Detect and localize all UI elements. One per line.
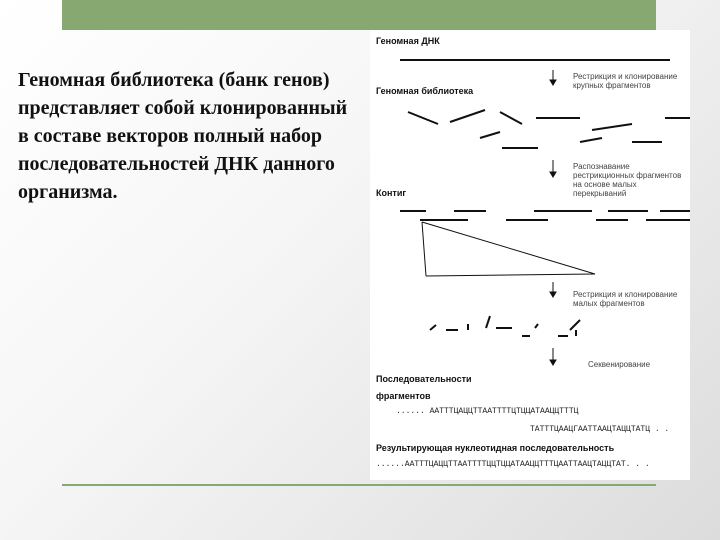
note-restriction-cloning-large: Рестрикция и клонирование крупных фрагментов	[573, 72, 678, 90]
sequence-line-3: ......AATTTЦAЦЦTTAATTTTЦЦTЦЦATAAЦЦTTTЦAATTAAЦTAЦЦTAT. . .	[376, 460, 650, 469]
note-restriction-cloning-small: Рестрикция и клонирование малых фрагментов	[573, 290, 678, 308]
arrow-4	[550, 348, 556, 365]
note-overlap-recognition: Распознавание рестрикционных фрагментов на основе малых перекрываний	[573, 162, 682, 198]
genomic-library-scheme	[370, 30, 690, 480]
small-fragments	[430, 316, 580, 336]
definition-text: Геномная библиотека (банк генов) представляет собой клонированный в составе векторов полный набор последовательностей ДНК данного организма.	[18, 69, 348, 203]
note-sequencing: Секвенирование	[588, 360, 651, 369]
bottom-accent-rule	[62, 484, 656, 486]
label-contig: Контиг	[376, 188, 407, 198]
zoom-trapezoid	[422, 222, 595, 276]
arrow-1	[550, 70, 556, 85]
label-resulting-sequence: Результирующая нуклеотидная последовательность	[376, 443, 615, 453]
label-genomic-dna: Геномная ДНК	[376, 36, 440, 46]
contig-fragments	[400, 211, 690, 220]
label-genomic-library: Геномная библиотека	[376, 86, 474, 96]
top-accent-band	[62, 0, 656, 30]
sequence-line-2: TATTTЦAAЦГAATTAAЦTAЦЦTATЦ . .	[530, 425, 670, 434]
label-fragment-sequences-1: Последовательности	[376, 374, 472, 384]
label-fragment-sequences-2: фрагментов	[376, 391, 431, 401]
arrow-2	[550, 160, 556, 177]
arrow-3	[550, 282, 556, 297]
sequence-line-1: ...... AATTTЦAЦЦTTAATTTTЦTЦЦATAAЦЦTTTЦ	[396, 407, 579, 416]
library-fragments	[408, 110, 690, 148]
